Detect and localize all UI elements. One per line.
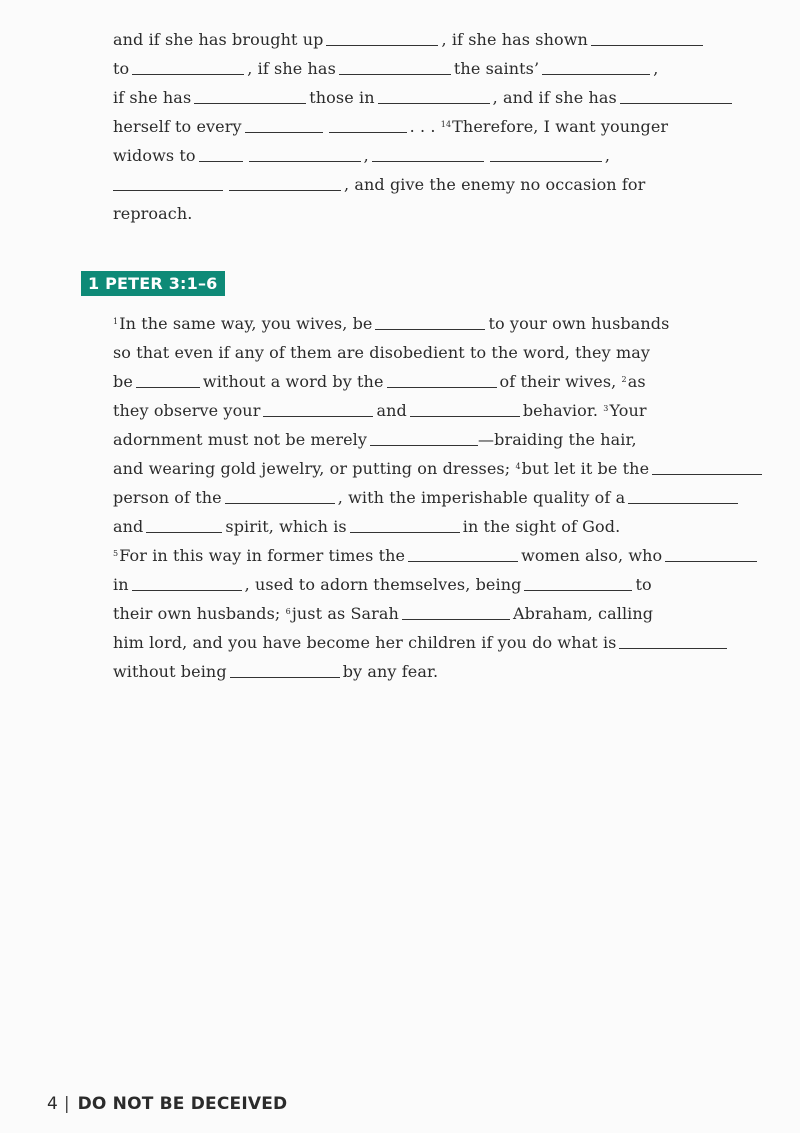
text-line <box>113 338 773 367</box>
text-line <box>113 367 773 396</box>
text: , <box>653 59 659 78</box>
text: Therefore, I want younger <box>452 117 669 136</box>
blank <box>229 174 341 191</box>
blank <box>372 145 484 162</box>
text: In the same way, you wives, be <box>119 314 373 333</box>
text-line <box>113 483 773 512</box>
blank <box>245 116 323 133</box>
text: so that even if any of them are disobedient to the word, they may <box>113 343 650 362</box>
verse-number: 3 <box>603 404 609 413</box>
blank <box>591 29 703 46</box>
blank <box>326 29 438 46</box>
blank <box>652 458 762 475</box>
text: and wearing gold jewelry, or putting on dresses; <box>113 459 511 478</box>
text: women also, who <box>521 546 663 565</box>
blank <box>132 58 244 75</box>
blank <box>490 145 602 162</box>
blank <box>375 313 485 330</box>
text: if she has <box>113 88 192 107</box>
text: to your own husbands <box>488 314 670 333</box>
verse-number: 5 <box>113 549 119 558</box>
blank <box>402 603 510 620</box>
text: person of the <box>113 488 222 507</box>
verse-number: 2 <box>621 375 627 384</box>
blank <box>263 400 373 417</box>
blank <box>370 429 478 446</box>
text: by any fear. <box>342 662 439 681</box>
text-line <box>113 396 773 425</box>
text: behavior. <box>522 401 599 420</box>
text: For in this way in former times the <box>119 546 406 565</box>
blank <box>113 174 223 191</box>
blank <box>628 487 738 504</box>
text-line <box>113 170 773 199</box>
text-line <box>113 25 773 54</box>
text-line <box>113 309 773 338</box>
verse-number: 6 <box>285 607 291 616</box>
section-heading: 1 PETER 3:1–6 <box>81 271 225 296</box>
text: , with the imperishable quality of a <box>337 488 626 507</box>
text: and <box>113 517 144 536</box>
blank <box>408 545 518 562</box>
text: , <box>604 146 611 165</box>
text-line <box>113 54 773 83</box>
text-line <box>113 112 773 141</box>
blank <box>249 145 361 162</box>
verse-number: 4 <box>515 462 521 471</box>
blank <box>199 145 243 162</box>
text-line <box>113 83 773 112</box>
blank <box>350 516 460 533</box>
text-line <box>113 541 773 570</box>
text: in the sight of God. <box>462 517 621 536</box>
text-line <box>113 141 773 170</box>
text: herself to every <box>113 117 242 136</box>
blank <box>665 545 757 562</box>
blank <box>329 116 407 133</box>
text: and if she has brought up <box>113 30 324 49</box>
page-number: 4 <box>47 1094 58 1114</box>
text: , and give the enemy no occasion for <box>344 175 646 194</box>
text: Abraham, calling <box>512 604 654 623</box>
text: be <box>113 372 133 391</box>
text: adornment must not be merely <box>113 430 367 449</box>
text: the saints’ <box>453 59 540 78</box>
verse-number: 1 <box>113 317 119 326</box>
blank <box>542 58 650 75</box>
text: those in <box>309 88 375 107</box>
text-line <box>113 628 773 657</box>
text: him lord, and you have become her children if you do what is <box>113 633 617 652</box>
text: in <box>113 575 129 594</box>
text-line <box>113 657 773 686</box>
blank <box>378 87 490 104</box>
text: . . . <box>409 117 436 136</box>
text: , if she has shown <box>441 30 588 49</box>
blank <box>230 661 340 678</box>
text: , <box>363 146 369 165</box>
verse-number: 14 <box>440 120 452 129</box>
text-line <box>113 454 773 483</box>
text: without a word by the <box>202 372 384 391</box>
text-line <box>113 425 773 454</box>
blank <box>194 87 306 104</box>
blank <box>225 487 335 504</box>
blank <box>619 632 727 649</box>
text: , used to adorn themselves, being <box>244 575 522 594</box>
blank <box>339 58 451 75</box>
text-line <box>113 599 773 628</box>
text: as <box>627 372 646 391</box>
text: Your <box>609 401 647 420</box>
blank <box>146 516 222 533</box>
text-line <box>113 199 773 228</box>
text: —braiding the hair, <box>478 430 637 449</box>
blank <box>136 371 200 388</box>
text: and <box>376 401 407 420</box>
blank <box>387 371 497 388</box>
text: of their wives, <box>499 372 617 391</box>
text: just as Sarah <box>291 604 399 623</box>
passage-2 <box>113 309 773 686</box>
blank <box>132 574 242 591</box>
blank <box>410 400 520 417</box>
text: they observe your <box>113 401 261 420</box>
text: reproach. <box>113 204 193 223</box>
text: their own husbands; <box>113 604 281 623</box>
text-line <box>113 512 773 541</box>
text-line <box>113 570 773 599</box>
text: to <box>635 575 652 594</box>
page-footer <box>47 1094 287 1114</box>
text: without being <box>113 662 227 681</box>
footer-separator: | <box>63 1094 70 1114</box>
text: spirit, which is <box>225 517 347 536</box>
passage-1 <box>113 25 773 228</box>
text: , if she has <box>247 59 336 78</box>
text: , and if she has <box>492 88 617 107</box>
text: widows to <box>113 146 196 165</box>
blank <box>524 574 632 591</box>
text: but let it be the <box>521 459 650 478</box>
blank <box>620 87 732 104</box>
text: to <box>113 59 130 78</box>
book-title: DO NOT BE DECEIVED <box>77 1094 288 1114</box>
